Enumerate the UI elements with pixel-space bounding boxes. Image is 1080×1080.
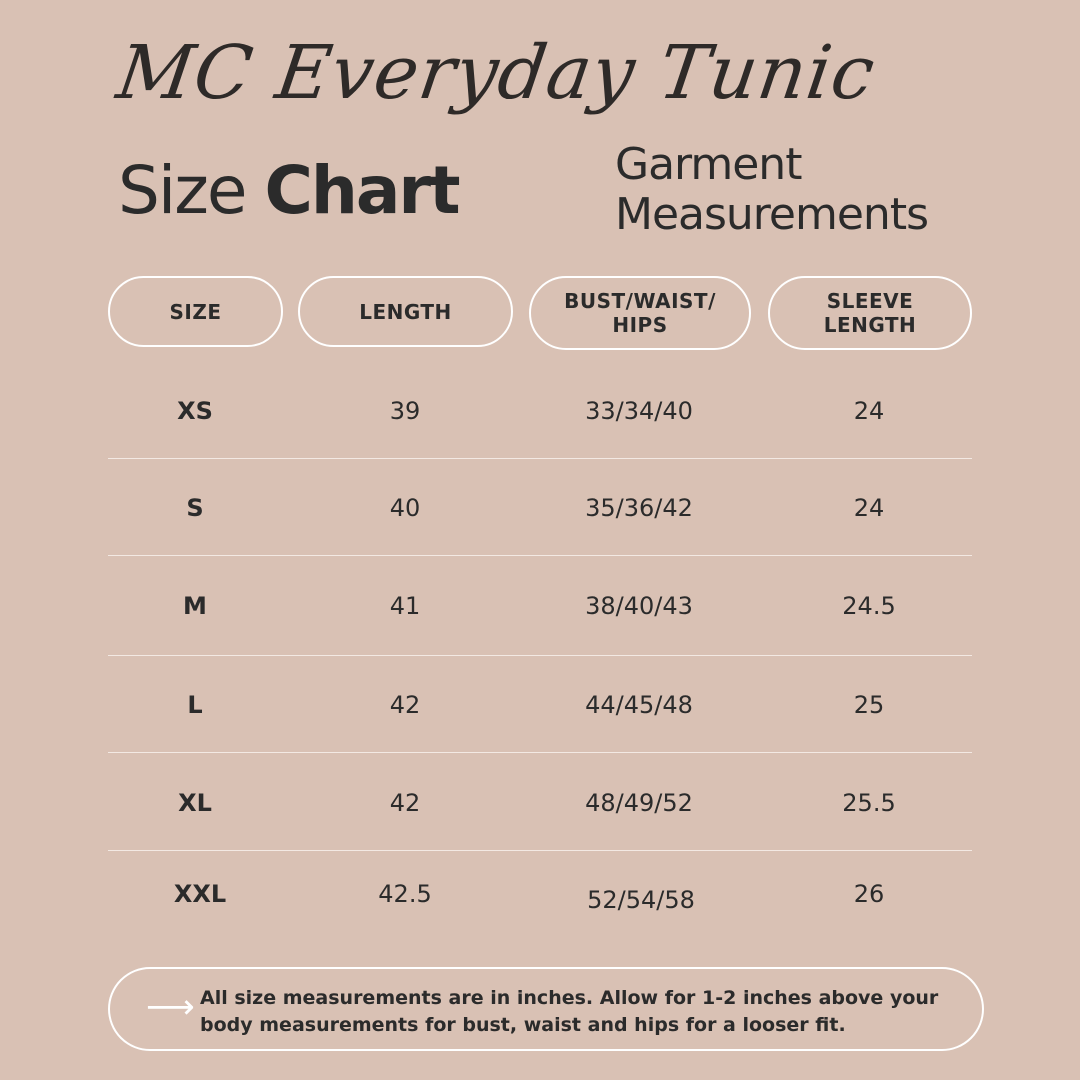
cell-length: 41 <box>389 592 421 620</box>
cell-size: L <box>187 691 203 719</box>
column-header-length <box>298 276 513 347</box>
garment-line-1: Garment <box>615 139 802 190</box>
column-header-line: BUST/WAIST/ <box>564 289 716 313</box>
measurement-note <box>108 967 984 1051</box>
cell-sleeve: 24 <box>853 397 885 425</box>
cell-bust-waist-hips: 48/49/52 <box>585 789 693 817</box>
cell-sleeve: 24 <box>853 494 885 522</box>
cell-length: 42 <box>389 691 421 719</box>
row-divider <box>108 458 972 459</box>
column-header-line: SIZE <box>169 299 222 324</box>
column-header-size <box>108 276 283 347</box>
cell-bust-waist-hips: 52/54/58 <box>587 886 695 914</box>
title-size-word: Size <box>118 152 246 229</box>
cell-sleeve: 25.5 <box>842 789 896 817</box>
column-header-bust-waist-hips <box>529 276 751 350</box>
column-header-line: HIPS <box>612 313 668 337</box>
cell-sleeve: 24.5 <box>842 592 896 620</box>
cell-size: XS <box>177 397 213 425</box>
script-title: MC Everyday Tunic <box>111 30 881 116</box>
note-line-1: All size measurements are in inches. Allow for 1-2 inches above your <box>200 987 939 1009</box>
row-divider <box>108 850 972 851</box>
cell-length: 39 <box>389 397 421 425</box>
cell-sleeve: 26 <box>853 880 885 908</box>
title-chart-word: Chart <box>264 152 459 229</box>
row-divider <box>108 655 972 656</box>
cell-size: M <box>183 592 207 620</box>
cell-bust-waist-hips: 44/45/48 <box>585 691 693 719</box>
note-line-2: body measurements for bust, waist and hips for a looser fit. <box>200 1014 846 1036</box>
column-header-sleeve-length <box>768 276 972 350</box>
cell-size: XL <box>178 789 212 817</box>
row-divider <box>108 752 972 753</box>
cell-bust-waist-hips: 35/36/42 <box>585 494 693 522</box>
cell-length: 42 <box>389 789 421 817</box>
note-text <box>200 985 960 1039</box>
garment-measurements-heading <box>615 140 928 240</box>
cell-bust-waist-hips: 33/34/40 <box>585 397 693 425</box>
cell-bust-waist-hips: 38/40/43 <box>585 592 693 620</box>
cell-sleeve: 25 <box>853 691 885 719</box>
cell-size: XXL <box>173 880 227 908</box>
row-divider <box>108 555 972 556</box>
cell-length: 42.5 <box>378 880 432 908</box>
arrow-right-icon: ⟶ <box>146 987 195 1027</box>
garment-line-2: Measurements <box>615 189 928 240</box>
page-title <box>118 152 459 229</box>
column-header-line: LENGTH <box>359 299 452 324</box>
cell-size: S <box>186 494 204 522</box>
column-header-line: LENGTH <box>823 313 917 337</box>
cell-length: 40 <box>389 494 421 522</box>
column-header-line: SLEEVE <box>826 289 914 313</box>
